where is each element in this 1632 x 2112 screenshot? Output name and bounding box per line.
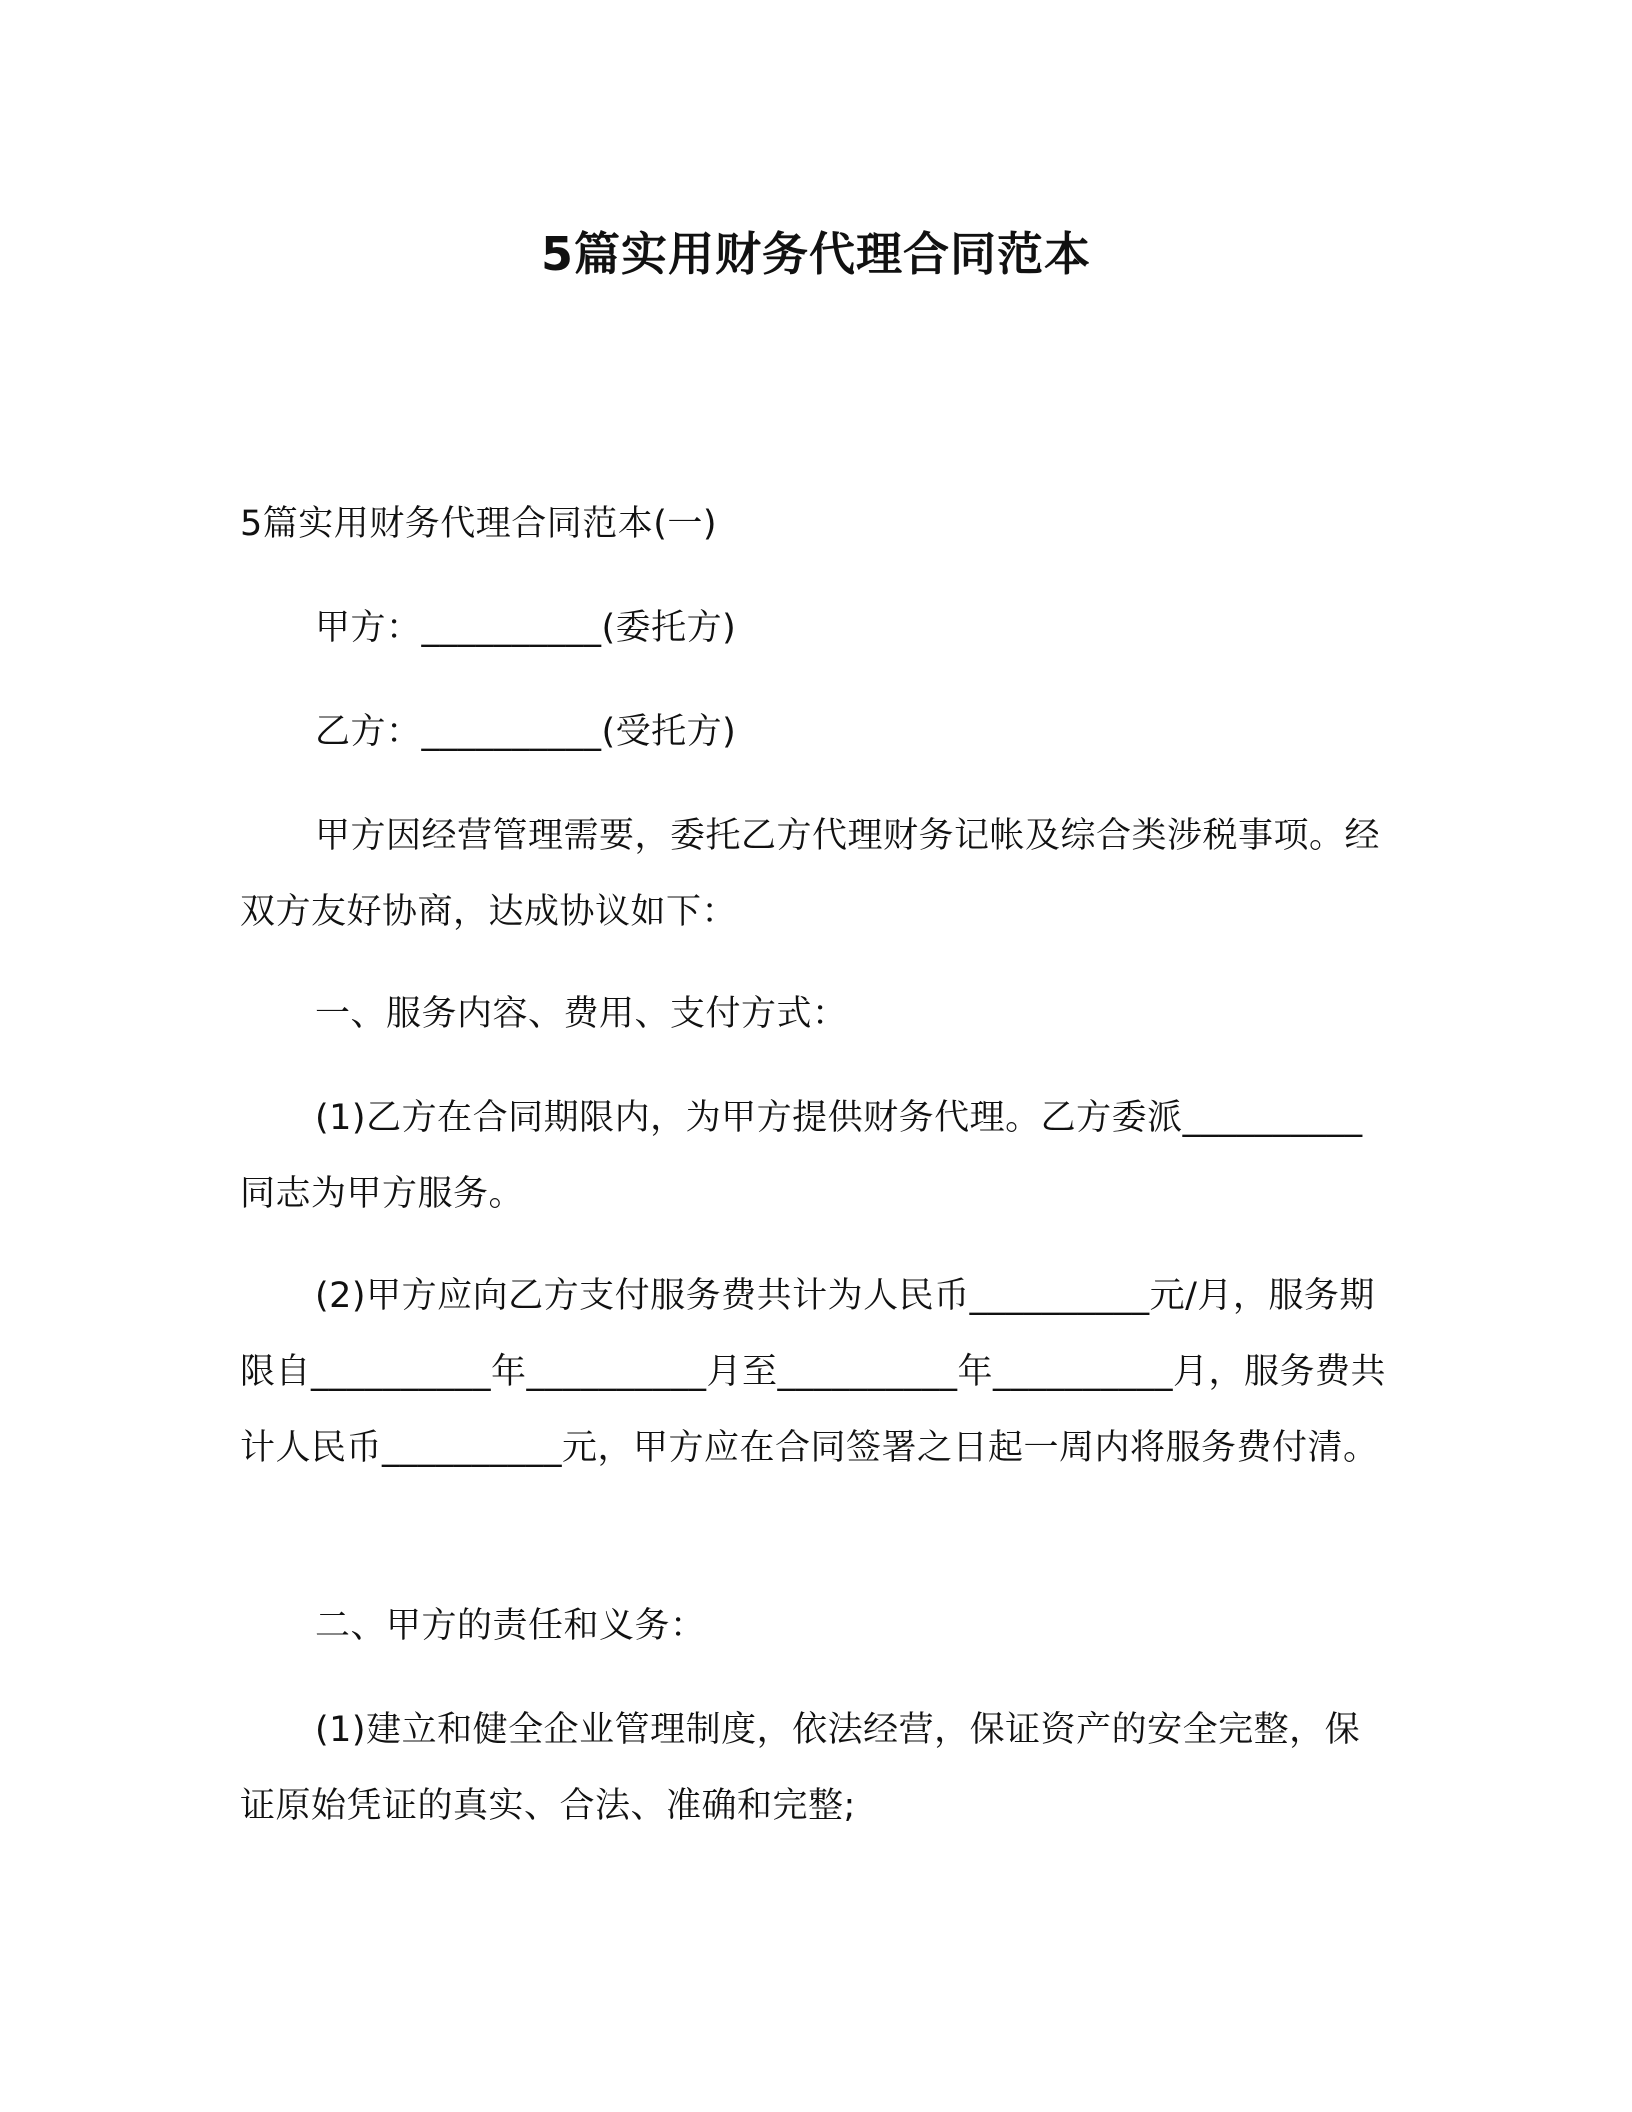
paragraph-clause-1-item-2: (2)甲方应向乙方支付服务费共计为人民币__________元/月，服务期限自__________年__________月至__________年__________月，服务费共计人民币__________元，甲方应在合同签署之日起一周内将服务费付清。	[240, 1276, 1387, 1468]
paragraph-party-b: 乙方：__________(受托方)	[315, 712, 737, 752]
document-title: 5篇实用财务代理合同范本	[540, 227, 1091, 281]
paragraph-clause-2-heading: 二、甲方的责任和义务：	[315, 1606, 706, 1646]
paragraph-clause-2-item-1: (1)建立和健全企业管理制度，依法经营，保证资产的安全完整，保证原始凭证的真实、合法、准确和完整;	[240, 1710, 1361, 1826]
paragraph-clause-1-item-1: (1)乙方在合同期限内，为甲方提供财务代理。乙方委派__________同志为甲方服务。	[240, 1098, 1363, 1214]
paragraph-intro: 甲方因经营管理需要，委托乙方代理财务记帐及综合类涉税事项。经双方友好协商，达成协议如下：	[240, 816, 1381, 932]
paragraph-clause-1-heading: 一、服务内容、费用、支付方式：	[315, 994, 848, 1034]
section-heading: 5篇实用财务代理合同范本(一)	[240, 504, 718, 544]
paragraph-party-a: 甲方：__________(委托方)	[315, 608, 737, 648]
